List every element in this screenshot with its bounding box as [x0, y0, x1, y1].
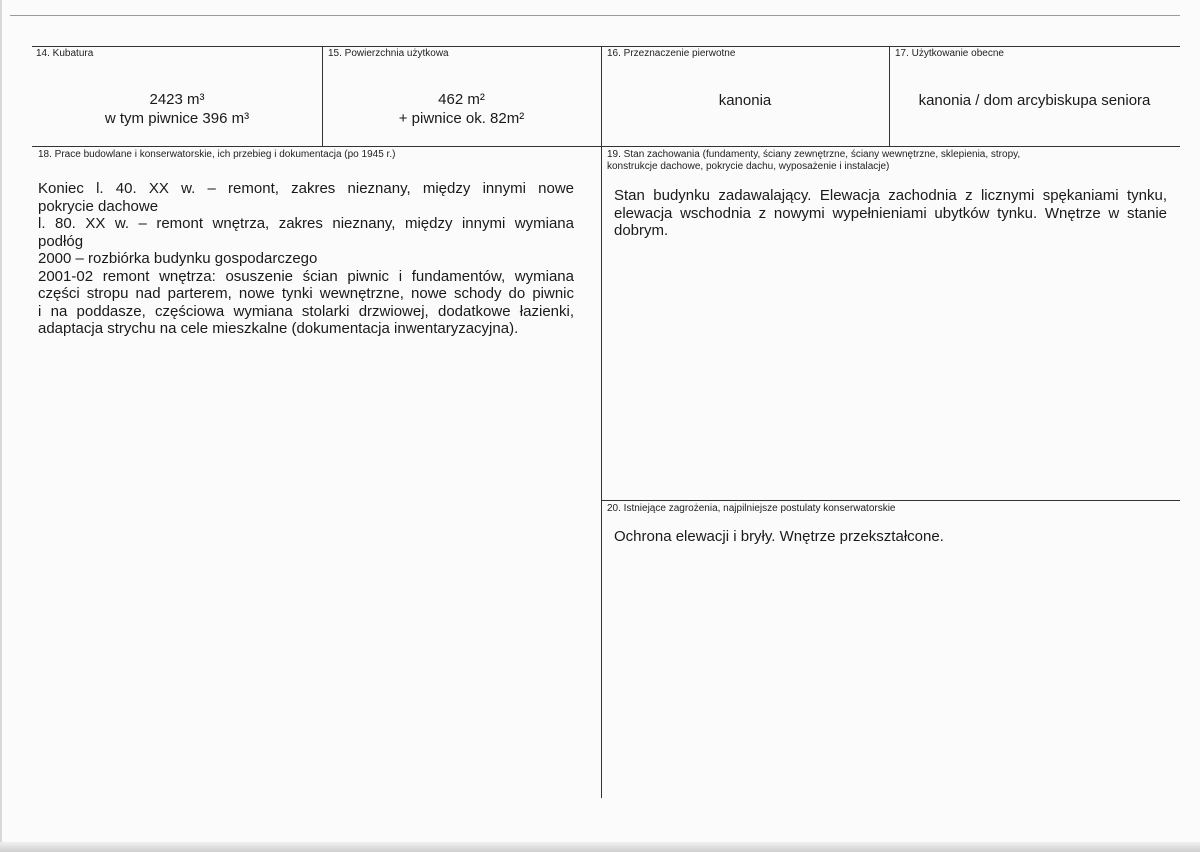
field-14-value	[32, 90, 322, 128]
section-19-label-line2: konstrukcje dachowe, pokrycie dachu, wyposażenie i instalacje)	[607, 161, 890, 172]
section-18-line: części stropu nad parterem, nowe tynki wewnętrzne, nowe schody do piwnic	[38, 285, 574, 302]
col-divider-main	[601, 46, 602, 798]
section-18-line: 2000 – rozbiórka budynku gospodarczego	[38, 250, 318, 267]
section-18-line: Koniec l. 40. XX w. – remont, zakres nieznany, między innymi nowe	[38, 180, 574, 197]
field-15-value-line1: 462 m²	[438, 91, 485, 108]
scan-edge-bottom	[0, 842, 1200, 852]
section-19-text	[614, 187, 1167, 240]
section-19-label	[607, 149, 1167, 173]
section-18-line: pokrycie dachowe	[38, 197, 159, 215]
table-top-border	[32, 46, 1180, 47]
section-18-text	[38, 180, 574, 338]
field-15-label: 15. Powierzchnia użytkowa	[328, 48, 449, 59]
section-18-line: podłóg	[38, 232, 84, 250]
field-17-value-text: kanonia / dom arcybiskupa seniora	[918, 92, 1151, 109]
section-20-text: Ochrona elewacji i bryły. Wnętrze przekształcone.	[614, 528, 944, 545]
field-15-value-line2: + piwnice ok. 82m²	[398, 110, 525, 127]
section-18-line: i na poddasze, częściowa wymiana stolarki drzwiowej, dodatkowe łazienki,	[38, 302, 574, 320]
section-18-label: 18. Prace budowlane i konserwatorskie, ich przebieg i dokumentacja (po 1945 r.)	[38, 149, 396, 160]
top-rule	[10, 15, 1180, 16]
section-18-line: 2001-02 remont wnętrza: osuszenie ścian piwnic i fundamentów, wymiana	[38, 267, 574, 285]
row1-bottom-border	[32, 146, 1180, 147]
section-19-line: elewacja wschodnia z nowymi wypełnieniami ubytków tynku. Wnętrze w stanie	[614, 204, 1167, 222]
field-14-value-line1: 2423 m³	[149, 91, 205, 108]
section20-top-border	[601, 500, 1180, 501]
field-14-value-line2: w tym piwnice 396 m³	[104, 110, 250, 127]
field-17-label: 17. Użytkowanie obecne	[895, 48, 1004, 59]
field-14-label: 14. Kubatura	[36, 48, 94, 59]
section-19-label-line1: 19. Stan zachowania (fundamenty, ściany zewnętrzne, ściany wewnętrzne, sklepienia, stropy,	[607, 149, 1021, 160]
section-19-line: Stan budynku zadawalający. Elewacja zachodnia z licznymi spękaniami tynku,	[614, 187, 1167, 204]
section-18-line: l. 80. XX w. – remont wnętrza, zakres nieznany, między innymi wymiana	[38, 215, 574, 232]
section-18-line: adaptacja strychu na cele mieszkalne (dokumentacja inwentaryzacyjna).	[38, 320, 519, 337]
section-19-line: dobrym.	[614, 222, 669, 239]
field-17-value	[889, 91, 1180, 110]
field-16-value-text: kanonia	[718, 92, 772, 109]
field-16-value	[601, 91, 889, 110]
field-15-value	[322, 90, 601, 128]
field-16-label: 16. Przeznaczenie pierwotne	[607, 48, 736, 59]
scan-edge-left	[0, 0, 2, 852]
section-20-label: 20. Istniejące zagrożenia, najpilniejsze postulaty konserwatorskie	[607, 503, 896, 514]
